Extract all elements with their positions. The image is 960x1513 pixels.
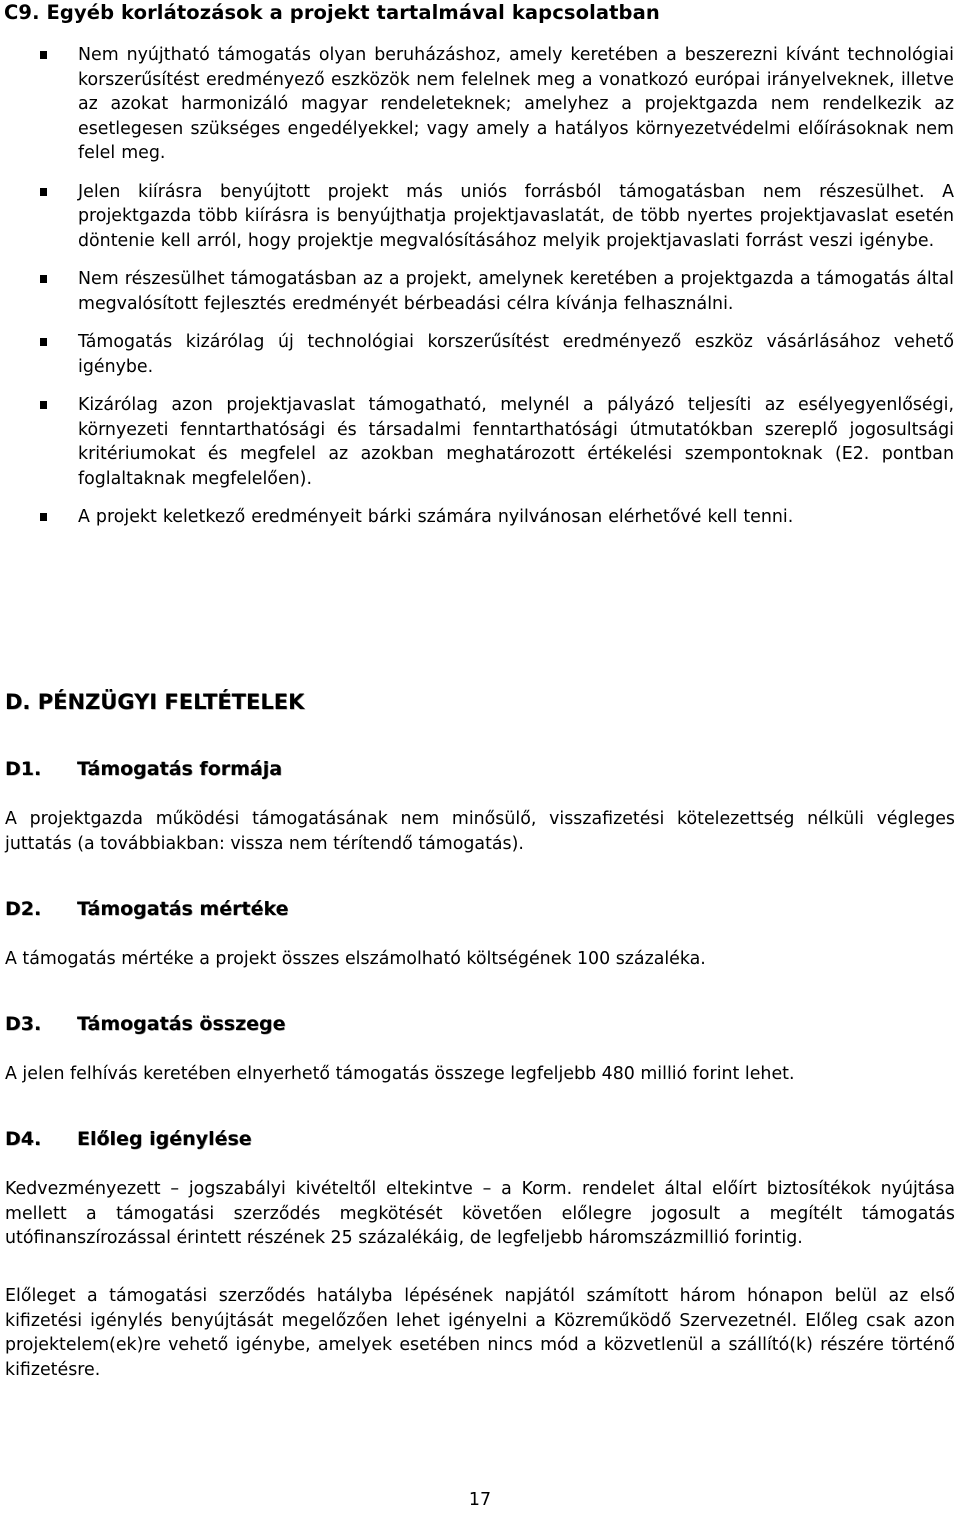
bullet-square-icon bbox=[40, 188, 47, 196]
list-item bbox=[0, 43, 960, 166]
d2-paragraph: A támogatás mértéke a projekt összes elszámolható költségének 100 százaléka. bbox=[5, 949, 706, 969]
list-item bbox=[0, 393, 960, 491]
page-number: 17 bbox=[468, 1490, 492, 1510]
d1-title: Támogatás formája bbox=[77, 758, 283, 780]
bullet-square-icon bbox=[40, 513, 47, 521]
section-d-heading: D. PÉNZÜGYI FELTÉTELEK bbox=[5, 690, 305, 714]
d4-title: Előleg igénylése bbox=[77, 1128, 252, 1150]
list-item bbox=[0, 330, 960, 379]
d1-number: D1. bbox=[5, 758, 42, 780]
d2-heading bbox=[5, 896, 288, 922]
d1-heading bbox=[5, 756, 282, 782]
bullet-text: Jelen kiírásra benyújtott projekt más uniós forrásból támogatásban nem részesülhet. A projektgazda több kiírásra is benyújthatja projektjavaslatát, de több nyertes projektjavaslat esetén döntenie kell arról, hogy projektje megvalósításához melyik projektjavaslati forrást veszi igénybe. bbox=[78, 181, 954, 251]
d1-paragraph: A projektgazda működési támogatásának nem minősülő, visszafizetési kötelezettség nélküli végleges juttatás (a továbbiakban: vissza nem térítendő támogatás). bbox=[5, 809, 955, 854]
bullet-text: Nem nyújtható támogatás olyan beruházáshoz, amely keretében a beszerezni kívánt technológiai korszerűsítést eredményező eszközök nem felelnek meg a vonatkozó európai irányelveknek, illetve az azokat harmonizáló magyar rendeleteknek; amelyhez a projektgazda nem rendelkezik az esetlegesen szükséges engedélyekkel; vagy amely a hatályos környezetvédelmi előírásoknak nem felel meg. bbox=[78, 45, 954, 163]
d3-paragraph: A jelen felhívás keretében elnyerhető támogatás összege legfeljebb 480 millió forint lehet. bbox=[5, 1064, 795, 1084]
d3-heading bbox=[5, 1011, 286, 1037]
d4-heading bbox=[5, 1126, 252, 1152]
list-item bbox=[0, 267, 960, 316]
bullet-square-icon bbox=[40, 338, 47, 346]
bullet-text: Kizárólag azon projektjavaslat támogatható, melynél a pályázó teljesíti az esélyegyenlőségi, környezeti fenntarthatósági és társadalmi fenntarthatósági útmutatókban szereplő jogosultsági kritériumokat és megfelel az azokban meghatározott értékelési szempontoknak (E2. pontban foglaltaknak megfelelően). bbox=[78, 395, 954, 489]
d2-title: Támogatás mértéke bbox=[77, 898, 289, 920]
section-c9-heading: C9. Egyéb korlátozások a projekt tartalmával kapcsolatban bbox=[4, 1, 660, 24]
bullet-square-icon bbox=[40, 275, 47, 283]
d4-paragraph-2: Előleget a támogatási szerződés hatályba lépésének napjától számított három hónapon belül az első kifizetési igénylés benyújtását megelőzően lehet igényelni a Közreműködő Szervezetnél. Előleg csak azon projektelem(ek)re vehető igénybe, amelyek esetében nincs mód a közvetlenül a szállító(k) részére történő kifizetésre. bbox=[5, 1286, 955, 1380]
d4-paragraph-1: Kedvezményezett – jogszabályi kivételtől eltekintve – a Korm. rendelet által előírt biztosítékok nyújtása mellett a támogatási szerződés megkötését követően előlegre jogosult a megítélt támogatás utófinanszírozással érintett részének 25 százalékáig, de legfeljebb háromszázmillió forintig. bbox=[5, 1179, 955, 1248]
c9-bullet-list bbox=[0, 43, 960, 544]
d4-number: D4. bbox=[5, 1128, 42, 1150]
bullet-square-icon bbox=[40, 401, 47, 409]
bullet-text: Nem részesülhet támogatásban az a projekt, amelynek keretében a projektgazda a támogatás által megvalósított fejlesztés eredményét bérbeadási célra kívánja felhasználni. bbox=[78, 269, 954, 314]
d3-title: Támogatás összege bbox=[77, 1013, 286, 1035]
list-item bbox=[0, 180, 960, 254]
d2-number: D2. bbox=[5, 898, 42, 920]
bullet-text: Támogatás kizárólag új technológiai korszerűsítést eredményező eszköz vásárlásához vehető igénybe. bbox=[78, 332, 954, 377]
bullet-square-icon bbox=[40, 51, 47, 59]
d3-number: D3. bbox=[5, 1013, 42, 1035]
bullet-text: A projekt keletkező eredményeit bárki számára nyilvánosan elérhetővé kell tenni. bbox=[78, 507, 794, 527]
list-item bbox=[0, 505, 960, 530]
